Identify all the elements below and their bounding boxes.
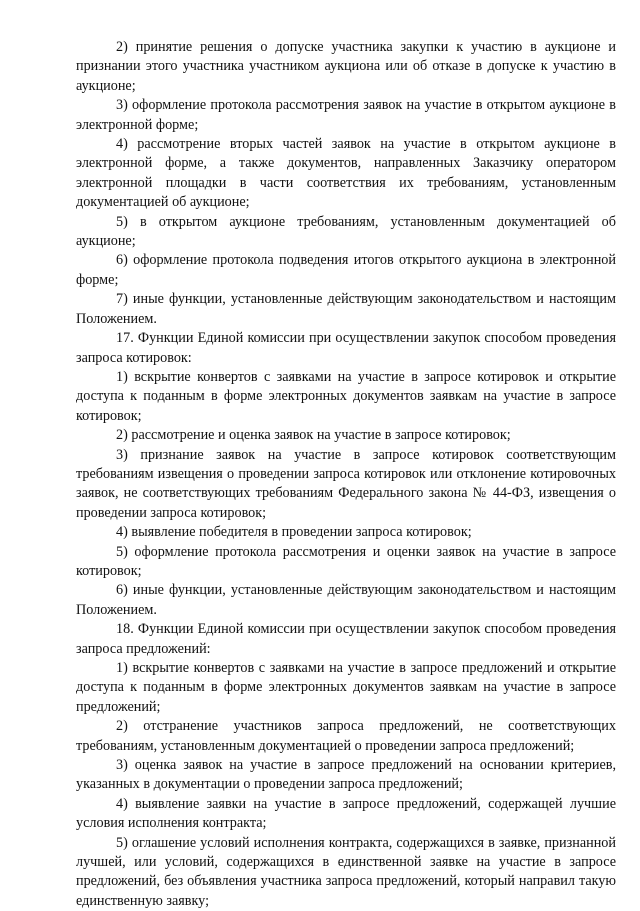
- document-page: [76, 38, 616, 911]
- paragraph-item-2-admission: 2) принятие решения о допуске участника закупки к участию в аукционе и признании этого участника участником аукциона или об отказе в допуске к участию в аукционе;: [76, 39, 616, 94]
- paragraph-item-5-requirements: 5) в открытом аукционе требованиям, установленным документацией об аукционе;: [76, 213, 616, 250]
- paragraph-17-2-evaluation: 2) рассмотрение и оценка заявок на участие в запросе котировок;: [116, 427, 511, 444]
- paragraph-item-7-other-functions: 7) иные функции, установленные действующим законодательством и настоящим Положением.: [76, 291, 616, 327]
- paragraph-17-3-recognition: 3) признание заявок на участие в запросе котировок соответствующим требованиям извещения о проведении запроса котировок или отклонение котировочных заявок, не соответствующих требованиям Федерального закона № 44-ФЗ, извещения о проведении запроса котировок;: [76, 446, 616, 521]
- paragraph-18-3-evaluation: 3) оценка заявок на участие в запросе предложений на основании критериев, указанных в документации о проведении запроса предложений;: [76, 757, 616, 793]
- paragraph-18-2-removal: 2) отстранение участников запроса предложений, не соответствующих требованиям, установленным документацией о проведении запроса предложений;: [76, 718, 616, 754]
- paragraph-item-3-review-protocol: 3) оформление протокола рассмотрения заявок на участие в открытом аукционе в электронной форме;: [76, 97, 616, 133]
- paragraph-17-5-protocol: 5) оформление протокола рассмотрения и оценки заявок на участие в запросе котировок;: [76, 543, 616, 579]
- paragraph-18-5-announcement: 5) оглашение условий исполнения контракта, содержащихся в заявке, признанной лучшей, или условий, содержащихся в единственной заявке на участие в запросе предложений, без объявления участника запроса предложений, который направил такую единственную заявку;: [76, 834, 616, 909]
- paragraph-item-6-results-protocol: 6) оформление протокола подведения итогов открытого аукциона в электронной форме;: [76, 252, 616, 288]
- paragraph-18-1-opening: 1) вскрытие конвертов с заявками на участие в запросе предложений и открытие доступа к поданным в форме электронных документов заявкам на участие в запросе предложений;: [76, 660, 616, 715]
- paragraph-17-1-opening: 1) вскрытие конвертов с заявками на участие в запросе котировок и открытие доступа к поданным в форме электронных документов заявкам на участие в запросе котировок;: [76, 368, 616, 424]
- paragraph-17-6-other-functions: 6) иные функции, установленные действующим законодательством и настоящим Положением.: [76, 582, 616, 618]
- section-18-heading: 18. Функции Единой комиссии при осуществлении закупок способом проведения запроса предложений:: [76, 621, 616, 657]
- section-17-heading: 17. Функции Единой комиссии при осуществлении закупок способом проведения запроса котировок:: [76, 330, 616, 366]
- paragraph-17-4-winner: 4) выявление победителя в проведении запроса котировок;: [116, 524, 472, 541]
- paragraph-18-4-best-offer: 4) выявление заявки на участие в запросе предложений, содержащей лучшие условия исполнения контракта;: [76, 795, 616, 832]
- paragraph-item-4-second-parts: 4) рассмотрение вторых частей заявок на участие в открытом аукционе в электронной форме, а также документов, направленных Заказчику оператором электронной площадки в части соответствия их требованиям, установленным документацией об аукционе;: [76, 136, 616, 211]
